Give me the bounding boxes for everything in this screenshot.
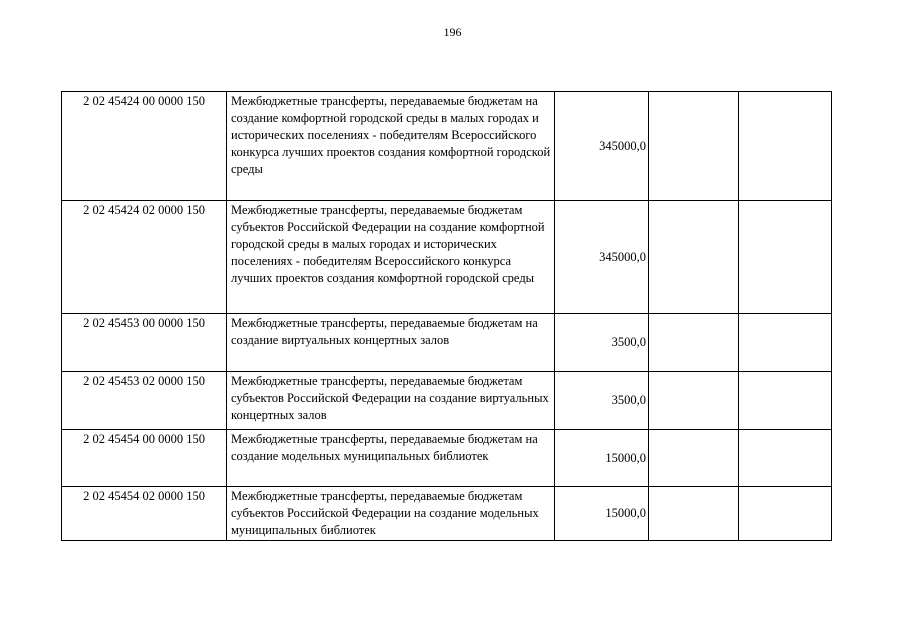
budget-table xyxy=(61,91,832,541)
empty-cell xyxy=(739,314,832,372)
table-row xyxy=(62,314,832,372)
empty-cell xyxy=(649,430,739,487)
budget-code-cell: 2 02 45454 00 0000 150 xyxy=(62,430,227,487)
empty-cell xyxy=(739,372,832,430)
table-row xyxy=(62,487,832,541)
budget-code-cell: 2 02 45424 02 0000 150 xyxy=(62,201,227,314)
description-cell: Межбюджетные трансферты, передаваемые бюджетам субъектов Российской Федерации на создание комфортной городской среды в малых городах и исторических поселениях - победителям Всероссийского конкурса лучших проектов создания комфортной городской среды xyxy=(227,201,555,314)
empty-cell xyxy=(739,430,832,487)
amount-cell: 15000,0 xyxy=(555,430,649,487)
description-cell: Межбюджетные трансферты, передаваемые бюджетам субъектов Российской Федерации на создание виртуальных концертных залов xyxy=(227,372,555,430)
table-row xyxy=(62,430,832,487)
description-cell: Межбюджетные трансферты, передаваемые бюджетам на создание комфортной городской среды в малых городах и исторических поселениях - победителям Всероссийского конкурса лучших проектов создания комфортной городской среды xyxy=(227,92,555,201)
table-row xyxy=(62,92,832,201)
budget-code-cell: 2 02 45453 02 0000 150 xyxy=(62,372,227,430)
empty-cell xyxy=(739,201,832,314)
amount-cell: 345000,0 xyxy=(555,92,649,201)
description-cell: Межбюджетные трансферты, передаваемые бюджетам на создание виртуальных концертных залов xyxy=(227,314,555,372)
empty-cell xyxy=(649,372,739,430)
empty-cell xyxy=(649,487,739,541)
budget-code-cell: 2 02 45453 00 0000 150 xyxy=(62,314,227,372)
table-row xyxy=(62,372,832,430)
amount-cell: 345000,0 xyxy=(555,201,649,314)
empty-cell xyxy=(649,314,739,372)
description-cell: Межбюджетные трансферты, передаваемые бюджетам на создание модельных муниципальных библиотек xyxy=(227,430,555,487)
empty-cell xyxy=(739,92,832,201)
table-row xyxy=(62,201,832,314)
amount-cell: 3500,0 xyxy=(555,314,649,372)
empty-cell xyxy=(739,487,832,541)
description-cell: Межбюджетные трансферты, передаваемые бюджетам субъектов Российской Федерации на создание модельных муниципальных библиотек xyxy=(227,487,555,541)
empty-cell xyxy=(649,201,739,314)
page-number: 196 xyxy=(443,25,462,39)
amount-cell: 15000,0 xyxy=(555,487,649,541)
empty-cell xyxy=(649,92,739,201)
budget-code-cell: 2 02 45454 02 0000 150 xyxy=(62,487,227,541)
amount-cell: 3500,0 xyxy=(555,372,649,430)
budget-code-cell: 2 02 45424 00 0000 150 xyxy=(62,92,227,201)
